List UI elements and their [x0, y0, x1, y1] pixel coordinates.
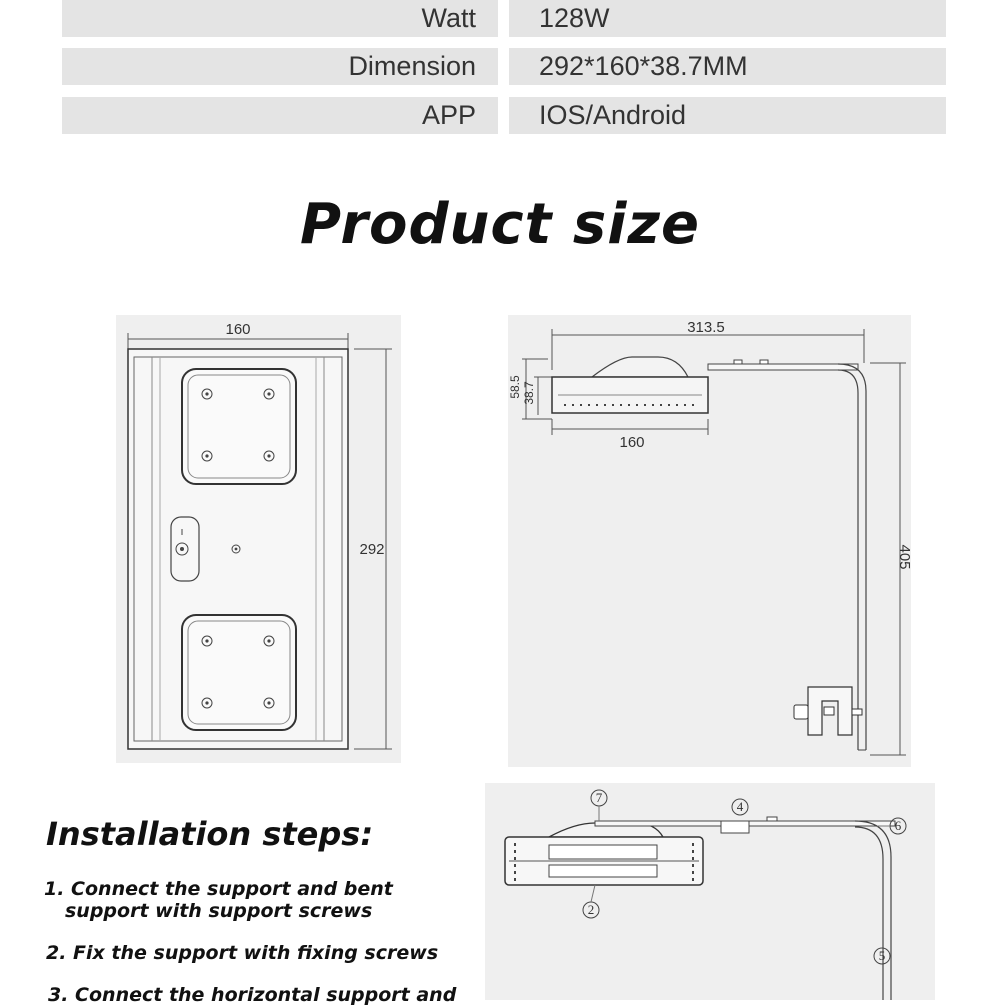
spec-label: Dimension	[62, 48, 498, 85]
body-width-label: 160	[619, 434, 645, 451]
side-view-drawing	[508, 315, 911, 767]
callout-label: 4	[736, 799, 744, 814]
callout-label: 7	[595, 790, 603, 805]
total-length-label: 313.5	[687, 319, 725, 336]
installation-step-2	[46, 942, 438, 964]
height-label: 58.5	[508, 375, 522, 399]
step-line: support with support screws	[65, 900, 373, 922]
installation-title: Installation steps:	[46, 815, 374, 853]
spec-row-app	[62, 97, 946, 134]
spec-row-watt	[62, 0, 946, 37]
callout-label: 6	[894, 818, 902, 833]
spec-value: 128W	[509, 0, 946, 37]
body-height-label: 38.7	[522, 381, 536, 405]
step-line: 1. Connect the support and bent	[44, 878, 393, 900]
spec-label: APP	[62, 97, 498, 134]
spec-value: IOS/Android	[509, 97, 946, 134]
installation-step-1	[44, 878, 393, 922]
step-line: 3. Connect the horizontal support and	[48, 984, 457, 1006]
callout-label: 2	[587, 902, 595, 917]
installation-drawing	[485, 783, 935, 1000]
spec-value: 292*160*38.7MM	[509, 48, 946, 85]
step-line: 2. Fix the support with fixing screws	[46, 942, 439, 964]
product-size-title: Product size	[300, 192, 700, 257]
top-view-drawing	[116, 315, 401, 763]
callout-label: 5	[878, 948, 886, 963]
bracket-height-label: 405	[896, 544, 913, 570]
installation-step-3	[48, 984, 456, 1006]
top-width-label: 160	[225, 321, 251, 338]
spec-label: Watt	[62, 0, 498, 37]
top-length-label: 292	[359, 541, 385, 558]
spec-row-dimension	[62, 48, 946, 85]
